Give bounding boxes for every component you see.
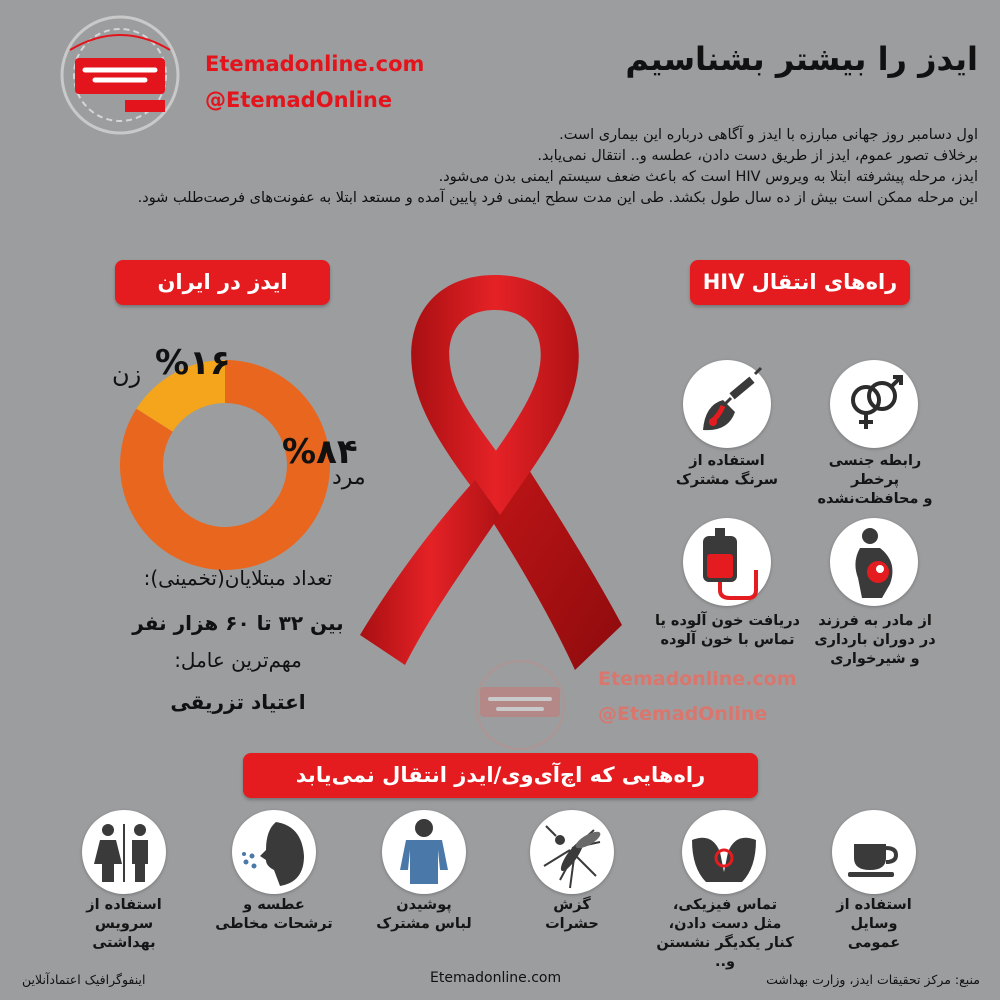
sneeze-icon [232,810,316,894]
intro-text [18,125,978,209]
not-transmitted-caption: پوشیدن لباس مشترک [376,897,472,932]
site-url: Etemadonline.com [205,52,425,76]
routes-banner: راه‌های انتقال HIV [690,260,910,305]
intro-line: این مرحله ممکن است بیش از ده سال طول بکشد. طی این مدت سطح ایمنی فرد پایین آمده و مستعد ابتلا به عفونت‌های فرصت‌طلب شود. [137,190,978,206]
cup-icon [832,810,916,894]
male-label: مرد [332,465,366,490]
not-transmitted-banner: راه‌هایی که اچ‌آی‌وی/ایدز انتقال نمی‌یابد [243,753,758,798]
credit-note: اینفوگرافیک اعتمادآنلاین [22,972,146,987]
source-note: منبع: مرکز تحقیقات ایدز، وزارت بهداشت [766,972,980,987]
page-title: ایدز را بیشتر بشناسیم [625,40,978,78]
route-caption: استفاده از سرنگ مشترک [675,453,779,488]
female-percent: %۱۶ [155,343,231,383]
watermark-handle: @EtemadOnline [598,703,768,725]
footer-url: Etemadonline.com [430,970,562,986]
not-transmitted-caption: تماس فیزیکی، مثل دست دادن، کنار یکدیگر نشستن و.. [656,897,794,970]
blood-bag-icon [683,518,771,606]
count-label: تعداد مبتلایان(تخمینی): [143,566,333,590]
mosquito-icon [530,810,614,894]
factor-value: اعتیاد تزریقی [170,690,306,714]
shirt-person-icon [382,810,466,894]
route-caption: رابطه جنسی پرخطر و محافظت‌نشده [817,453,933,507]
not-transmitted-caption: استفاده از سرویس بهداشتی [86,897,162,951]
iran-banner: ایدز در ایران [115,260,330,305]
etemad-logo [40,10,200,140]
not-transmitted-caption: استفاده از وسایل عمومی [836,897,912,951]
intro-line: اول دسامبر روز جهانی مبارزه با ایدز و آگاهی درباره این بیماری است. [559,127,978,143]
factor-label: مهم‌ترین عامل: [174,648,302,672]
pregnancy-icon [830,518,918,606]
etemad-watermark-logo [440,655,600,755]
not-transmitted-caption: عطسه و ترشحات مخاطی [215,897,333,932]
syringe-icon [683,360,771,448]
hug-icon [682,810,766,894]
gender-symbols-icon [830,360,918,448]
male-percent: %۸۴ [282,432,358,472]
watermark-url: Etemadonline.com [598,668,797,690]
site-handle: @EtemadOnline [205,88,393,112]
restroom-icon [82,810,166,894]
route-caption: از مادر به فرزند در دوران بارداری و شیرخواری [814,613,936,667]
count-value: بین ۳۲ تا ۶۰ هزار نفر [132,611,344,635]
female-label: زن [112,360,142,388]
route-caption: دریافت خون آلوده یا تماس با خون آلوده [655,613,800,648]
intro-line: ایدز، مرحله پیشرفته ابتلا به ویروس HIV است که باعث ضعف سیستم ایمنی بدن می‌شود. [438,169,978,185]
red-ribbon-icon [360,265,630,695]
intro-line: برخلاف تصور عموم، ایدز از طریق دست دادن، عطسه و.. انتقال نمی‌یابد. [537,148,978,164]
not-transmitted-caption: گزش حشرات [545,897,599,932]
